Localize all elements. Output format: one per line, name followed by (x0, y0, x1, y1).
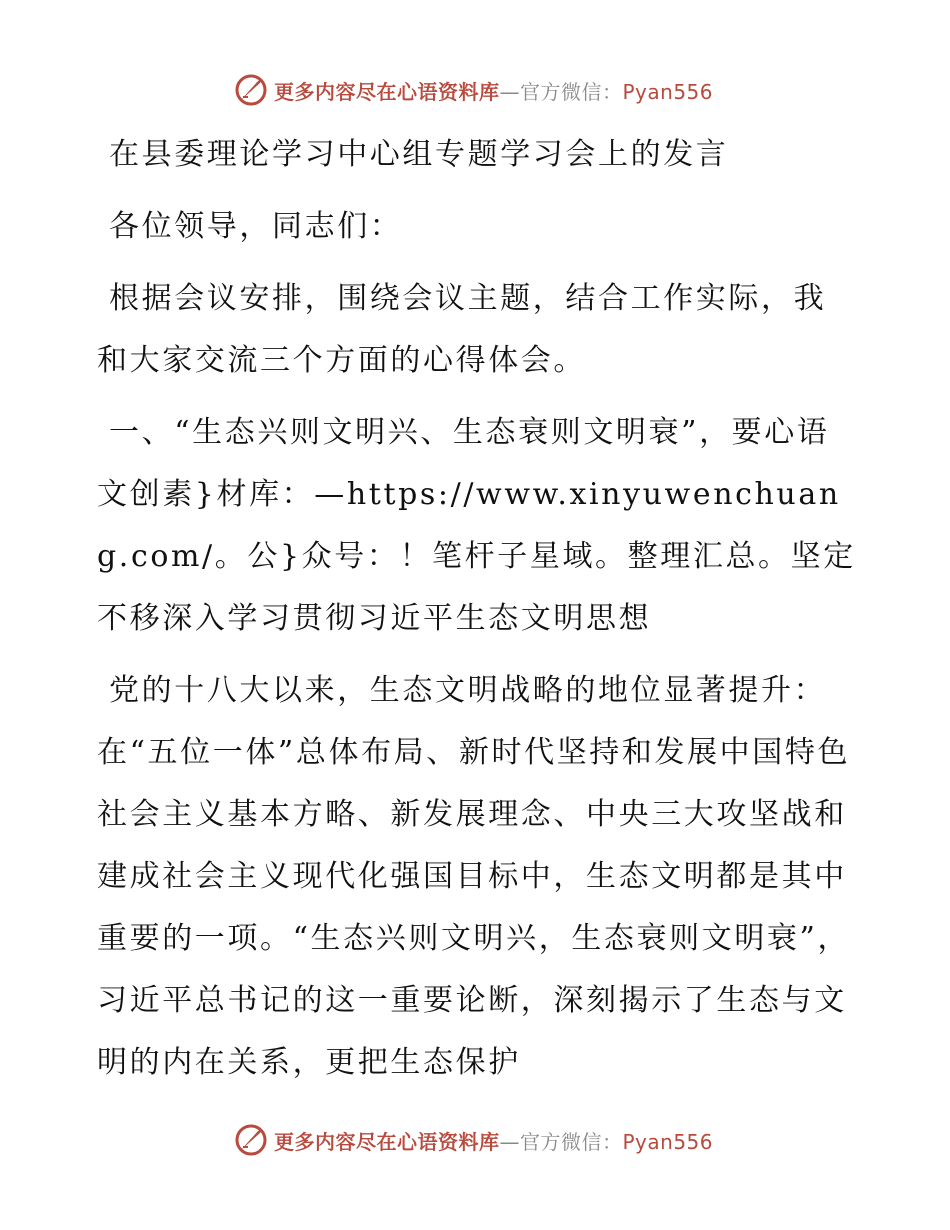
section-1-body: 党的十八大以来，生态文明战略的地位显著提升：在“五位一体”总体布局、新时代坚持和发展中国特色社会主义基本方略、新发展理念、中央三大攻坚战和建成社会主义现代化强国目标中，生态文明都是其中重要的一项。“生态兴则文明兴，生态衰则文明衰”，习近平总书记的这一重要论断，深刻揭示了生态与文明的内在关系，更把生态保护 (97, 673, 851, 1080)
header-wechat-id: Pyan556 (622, 79, 714, 104)
header-separator: — (499, 79, 520, 104)
intro-paragraph: 根据会议安排，围绕会议主题，结合工作实际，我和大家交流三个方面的心得体会。 (97, 281, 827, 378)
salutation: 各位领导，同志们： (109, 209, 403, 244)
header-wechat-label: 官方微信： (520, 79, 623, 104)
quill-logo-icon (234, 1123, 268, 1157)
footer-wechat-id: Pyan556 (622, 1129, 714, 1154)
quill-logo-icon (234, 73, 268, 107)
header-banner (234, 70, 713, 110)
header-brand-text: 更多内容尽在心语资料库 (274, 79, 500, 104)
footer-banner (234, 1120, 713, 1160)
footer-wechat-label: 官方微信： (520, 1129, 623, 1154)
header-banner-text (274, 76, 713, 105)
footer-brand-text: 更多内容尽在心语资料库 (274, 1129, 500, 1154)
section-1-heading: 一、“生态兴则文明兴、生态衰则文明衰”，要心语文创素}材库：—https://www.xinyuwenchuang.com/。公}众号：！笔杆子星域。整理汇总。坚定不移深入学习贯彻习近平生态文明思想 (97, 415, 856, 636)
footer-banner-text (274, 1126, 713, 1155)
footer-separator: — (499, 1129, 520, 1154)
document-body (97, 124, 857, 1094)
document-title: 在县委理论学习中心组专题学习会上的发言 (109, 137, 729, 172)
